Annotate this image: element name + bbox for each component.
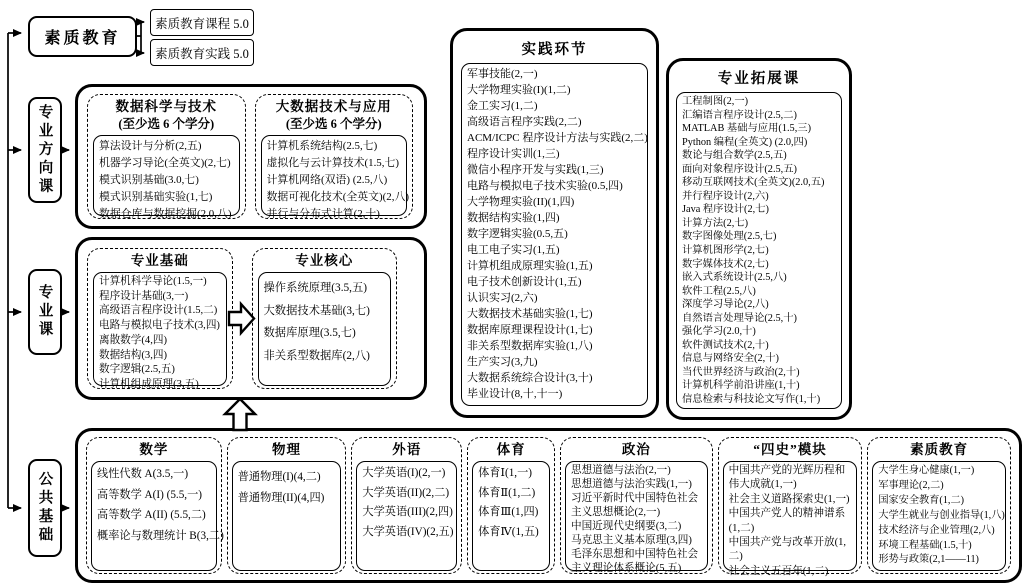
course-item: 习近平新时代中国特色社会主义思想概论(2,一) — [570, 493, 699, 518]
course-item: 并行程序设计(2,六) — [682, 190, 769, 202]
group-title: 大数据技术与应用 — [275, 99, 392, 114]
course-list — [261, 135, 409, 220]
course-item: 中国共产党人的精神谱系(1,二) — [728, 508, 846, 534]
course-item: 认识实习(2,六) — [467, 292, 538, 304]
course-item: 计算机组成原理(3,五) — [99, 378, 199, 390]
course-item: 数论与组合数学(2.5,五) — [682, 150, 787, 162]
group-title: 数据科学与技术 — [115, 99, 217, 114]
course-item: 深度学习导论(2,八) — [682, 299, 769, 311]
course-list — [93, 272, 227, 390]
course-item: 高等数学 A(I) (5.5,一) — [97, 488, 203, 501]
course-item: 大学生就业与创业指导(1,八) — [878, 509, 1005, 521]
course-item: 大学英语(IV)(2,五) — [362, 525, 454, 538]
quality-practice-node: 素质教育实践 5.0 — [150, 39, 254, 66]
course-item: 中国共产党与改革开放(1,二) — [728, 537, 847, 563]
course-item: 金工实习(1,二) — [467, 100, 538, 112]
course-item: 程序设计基础(3,一) — [99, 290, 189, 302]
course-item: 移动互联网技术(全英文)(2.0,五) — [682, 177, 825, 189]
course-item: 体育Ⅳ(1,五) — [478, 525, 539, 538]
group-title: 数学 — [139, 442, 169, 457]
course-item: 高级语言程序设计(1.5,二) — [99, 305, 218, 317]
course-list — [232, 461, 342, 571]
group-credit-note: (至少选 6 个学分) — [118, 117, 215, 131]
course-item: ACM/ICPC 程序设计方法与实践(2,二) — [467, 132, 648, 144]
course-list — [676, 92, 842, 409]
course-item: 电工电子实习(1,五) — [467, 244, 560, 256]
quality-course-node: 素质教育课程 5.0 — [150, 9, 254, 36]
course-item: 数据仓库与数据挖掘(2.0,八) — [99, 207, 232, 220]
course-item: 数字逻辑实验(0.5,五) — [467, 228, 568, 240]
course-item: 环境工程基础(1.5,十) — [878, 539, 972, 551]
course-item: 线性代数 A(3.5,一) — [97, 468, 189, 480]
course-item: 操作系统原理(3.5,五) — [263, 282, 368, 294]
group-title: 专业核心 — [295, 253, 354, 268]
course-item: 数字媒体技术(2,七) — [682, 258, 769, 270]
course-group — [467, 437, 555, 574]
course-list — [93, 135, 240, 220]
course-group — [87, 248, 233, 389]
course-group — [252, 248, 398, 389]
course-item: 社会主义五百年(1,二) — [728, 565, 829, 577]
course-group — [227, 437, 347, 574]
course-item: 非关系型数据库(2,八) — [263, 349, 370, 362]
rail-label-direction-courses: 专业方向课 — [28, 97, 62, 203]
group-title: 体育 — [496, 442, 526, 457]
course-list — [91, 461, 224, 571]
course-item: 体育Ⅱ(1,二) — [478, 486, 536, 499]
course-item: 生产实习(3,九) — [467, 356, 538, 368]
course-item: 虚拟化与云计算技术(1.5,七) — [266, 156, 399, 169]
group-title: “四史”模块 — [753, 442, 827, 457]
course-item: 大数据技术基础实验(1,七) — [467, 308, 593, 320]
group-title: 物理 — [272, 442, 302, 457]
course-group — [560, 437, 713, 574]
course-item: 数字图像处理(2.5,七) — [682, 231, 777, 243]
course-item: Java 程序设计(2,七) — [682, 204, 769, 216]
course-item: 毛泽东思想和中国特色社会主义理论体系概论(5,五) — [570, 549, 699, 574]
course-item: 普通物理(I)(4,二) — [237, 471, 321, 483]
course-item: 计算机网络(双语) (2.5,八) — [266, 173, 388, 186]
quality-branch-line — [137, 22, 141, 53]
course-item: 软件工程(2.5,八) — [682, 285, 756, 297]
course-group — [351, 437, 462, 574]
course-item: 信息检索与科技论文写作(1,十) — [682, 394, 821, 406]
course-item: 自然语言处理导论(2.5,十) — [682, 312, 797, 324]
course-item: 毕业设计(8,十,十一) — [467, 388, 563, 400]
course-item: 数据结构实验(1,四) — [467, 212, 560, 224]
section-title: 实践环节 — [521, 42, 588, 58]
course-item: 中国近现代史纲要(3,二) — [570, 521, 682, 532]
course-item: 数据库原理(3.5,七) — [263, 327, 356, 339]
practice-section — [450, 28, 659, 418]
course-item: 军事理论(2,二) — [878, 479, 944, 491]
direction-courses-section — [75, 84, 427, 229]
course-item: 电路与模拟电子技术(3,四) — [99, 320, 220, 332]
group-title: 外语 — [392, 442, 422, 457]
course-item: 概率论与数理统计 B(3,二) — [97, 529, 224, 542]
course-item: 大数据系统综合设计(3,十) — [467, 372, 593, 384]
course-list — [461, 63, 648, 406]
course-item: 离散数学(4,四) — [99, 334, 167, 346]
course-item: 强化学习(2.0,十) — [682, 326, 756, 338]
major-courses-section — [75, 237, 427, 400]
course-item: 程序设计实训(1,三) — [467, 148, 560, 160]
course-item: 计算机系统结构(2.5,七) — [266, 140, 378, 152]
course-item: 信息与网络安全(2,十) — [682, 353, 779, 365]
course-item: 计算机组成原理实验(1,五) — [467, 260, 593, 272]
course-item: 中国共产党的光辉历程和伟大成就(1,一) — [728, 465, 846, 491]
course-item: 数字逻辑(2.5,五) — [99, 364, 175, 376]
course-item: 体育Ⅰ(1,一) — [478, 467, 532, 479]
course-item: 当代世界经济与政治(2,十) — [682, 366, 800, 378]
course-item: 大数据技术基础(3,七) — [263, 304, 370, 317]
course-item: 数据可视化技术(全英文)(2,八) — [266, 190, 409, 203]
course-list — [723, 461, 858, 577]
course-item: 微信小程序开发与实践(1,三) — [467, 164, 604, 176]
course-item: 电子技术创新设计(1,五) — [467, 276, 582, 288]
course-item: 数据结构(3,四) — [99, 349, 167, 361]
course-item: 体育Ⅲ(1,四) — [478, 506, 539, 518]
course-item: 电路与模拟电子技术实验(0.5,四) — [467, 180, 623, 192]
course-item: 形势与政策(2,1——11) — [878, 554, 979, 566]
course-item: 计算方法(2,七) — [682, 217, 749, 229]
course-item: 军事技能(2,一) — [467, 68, 538, 80]
course-item: 技术经济与企业管理(2,八) — [878, 524, 995, 536]
course-item: Python 编程(全英文) (2.0,四) — [682, 136, 808, 148]
course-item: 非关系型数据库实验(1,八) — [467, 340, 593, 352]
course-item: 模式识别基础实验(1,七) — [99, 190, 213, 203]
course-item: 高等数学 A(II) (5.5,二) — [97, 509, 206, 521]
course-item: 社会主义道路探索史(1,一) — [728, 493, 850, 505]
quality-education-node: 素质教育 — [28, 16, 137, 57]
course-item: 并行与分布式计算(2,十) — [266, 207, 380, 220]
course-item: 嵌入式系统设计(2.5,八) — [682, 272, 787, 284]
course-item: 大学英语(III)(2,四) — [362, 506, 453, 518]
course-item: 普通物理(II)(4,四) — [237, 492, 325, 504]
extension-courses-section — [666, 58, 852, 420]
group-title: 专业基础 — [130, 253, 189, 268]
group-title: 政治 — [621, 442, 651, 457]
course-item: 计算机图形学(2,七) — [682, 245, 769, 257]
course-list — [565, 461, 708, 574]
course-item: 高级语言程序实践(2,二) — [467, 116, 582, 128]
course-item: 大学生身心健康(1,一) — [878, 465, 975, 476]
course-item: 机器学习导论(全英文)(2,七) — [99, 156, 231, 169]
course-list — [258, 272, 392, 386]
course-item: 面向对象程序设计(2.5,五) — [682, 163, 797, 175]
course-item: 软件测试技术(2,十) — [682, 339, 769, 351]
course-item: 计算机科学前沿讲座(1,十) — [682, 380, 800, 392]
course-group — [255, 94, 414, 219]
course-item: 国家安全教育(1,二) — [878, 494, 965, 506]
course-item: 大学物理实验(I)(1,二) — [467, 84, 571, 96]
course-list — [872, 461, 1006, 571]
group-credit-note: (至少选 6 个学分) — [285, 117, 382, 131]
course-list — [356, 461, 457, 571]
public-foundation-section — [75, 428, 1022, 583]
course-item: 数据库原理课程设计(1,七) — [467, 324, 593, 336]
course-item: 工程制图(2,一) — [682, 96, 749, 107]
course-item: MATLAB 基础与应用(1.5,三) — [682, 123, 811, 135]
course-item: 马克思主义基本原理(3,四) — [570, 535, 692, 546]
course-item: 思想道德与法治实践(1,一) — [570, 479, 692, 490]
group-title: 素质教育 — [910, 442, 969, 457]
course-item: 大学英语(I)(2,一) — [362, 467, 446, 479]
course-group — [87, 94, 246, 219]
course-item: 思想道德与法治(2,一) — [570, 465, 671, 476]
course-group — [718, 437, 863, 577]
rail-label-major-courses: 专业课 — [28, 269, 62, 355]
rail-label-public-foundation: 公共基础 — [28, 459, 62, 557]
course-item: 计算机科学导论(1.5,一) — [99, 276, 207, 287]
course-group — [86, 437, 222, 574]
course-item: 模式识别基础(3.0,七) — [99, 173, 199, 186]
course-item: 大学物理实验(II)(1,四) — [467, 196, 575, 208]
section-title: 专业拓展课 — [717, 71, 801, 87]
course-group — [867, 437, 1011, 574]
course-item: 算法设计与分析(2,五) — [99, 140, 202, 152]
course-item: 汇编语言程序设计(2.5,二) — [682, 109, 797, 121]
course-list — [472, 461, 550, 571]
course-item: 大学英语(II)(2,二) — [362, 486, 450, 499]
